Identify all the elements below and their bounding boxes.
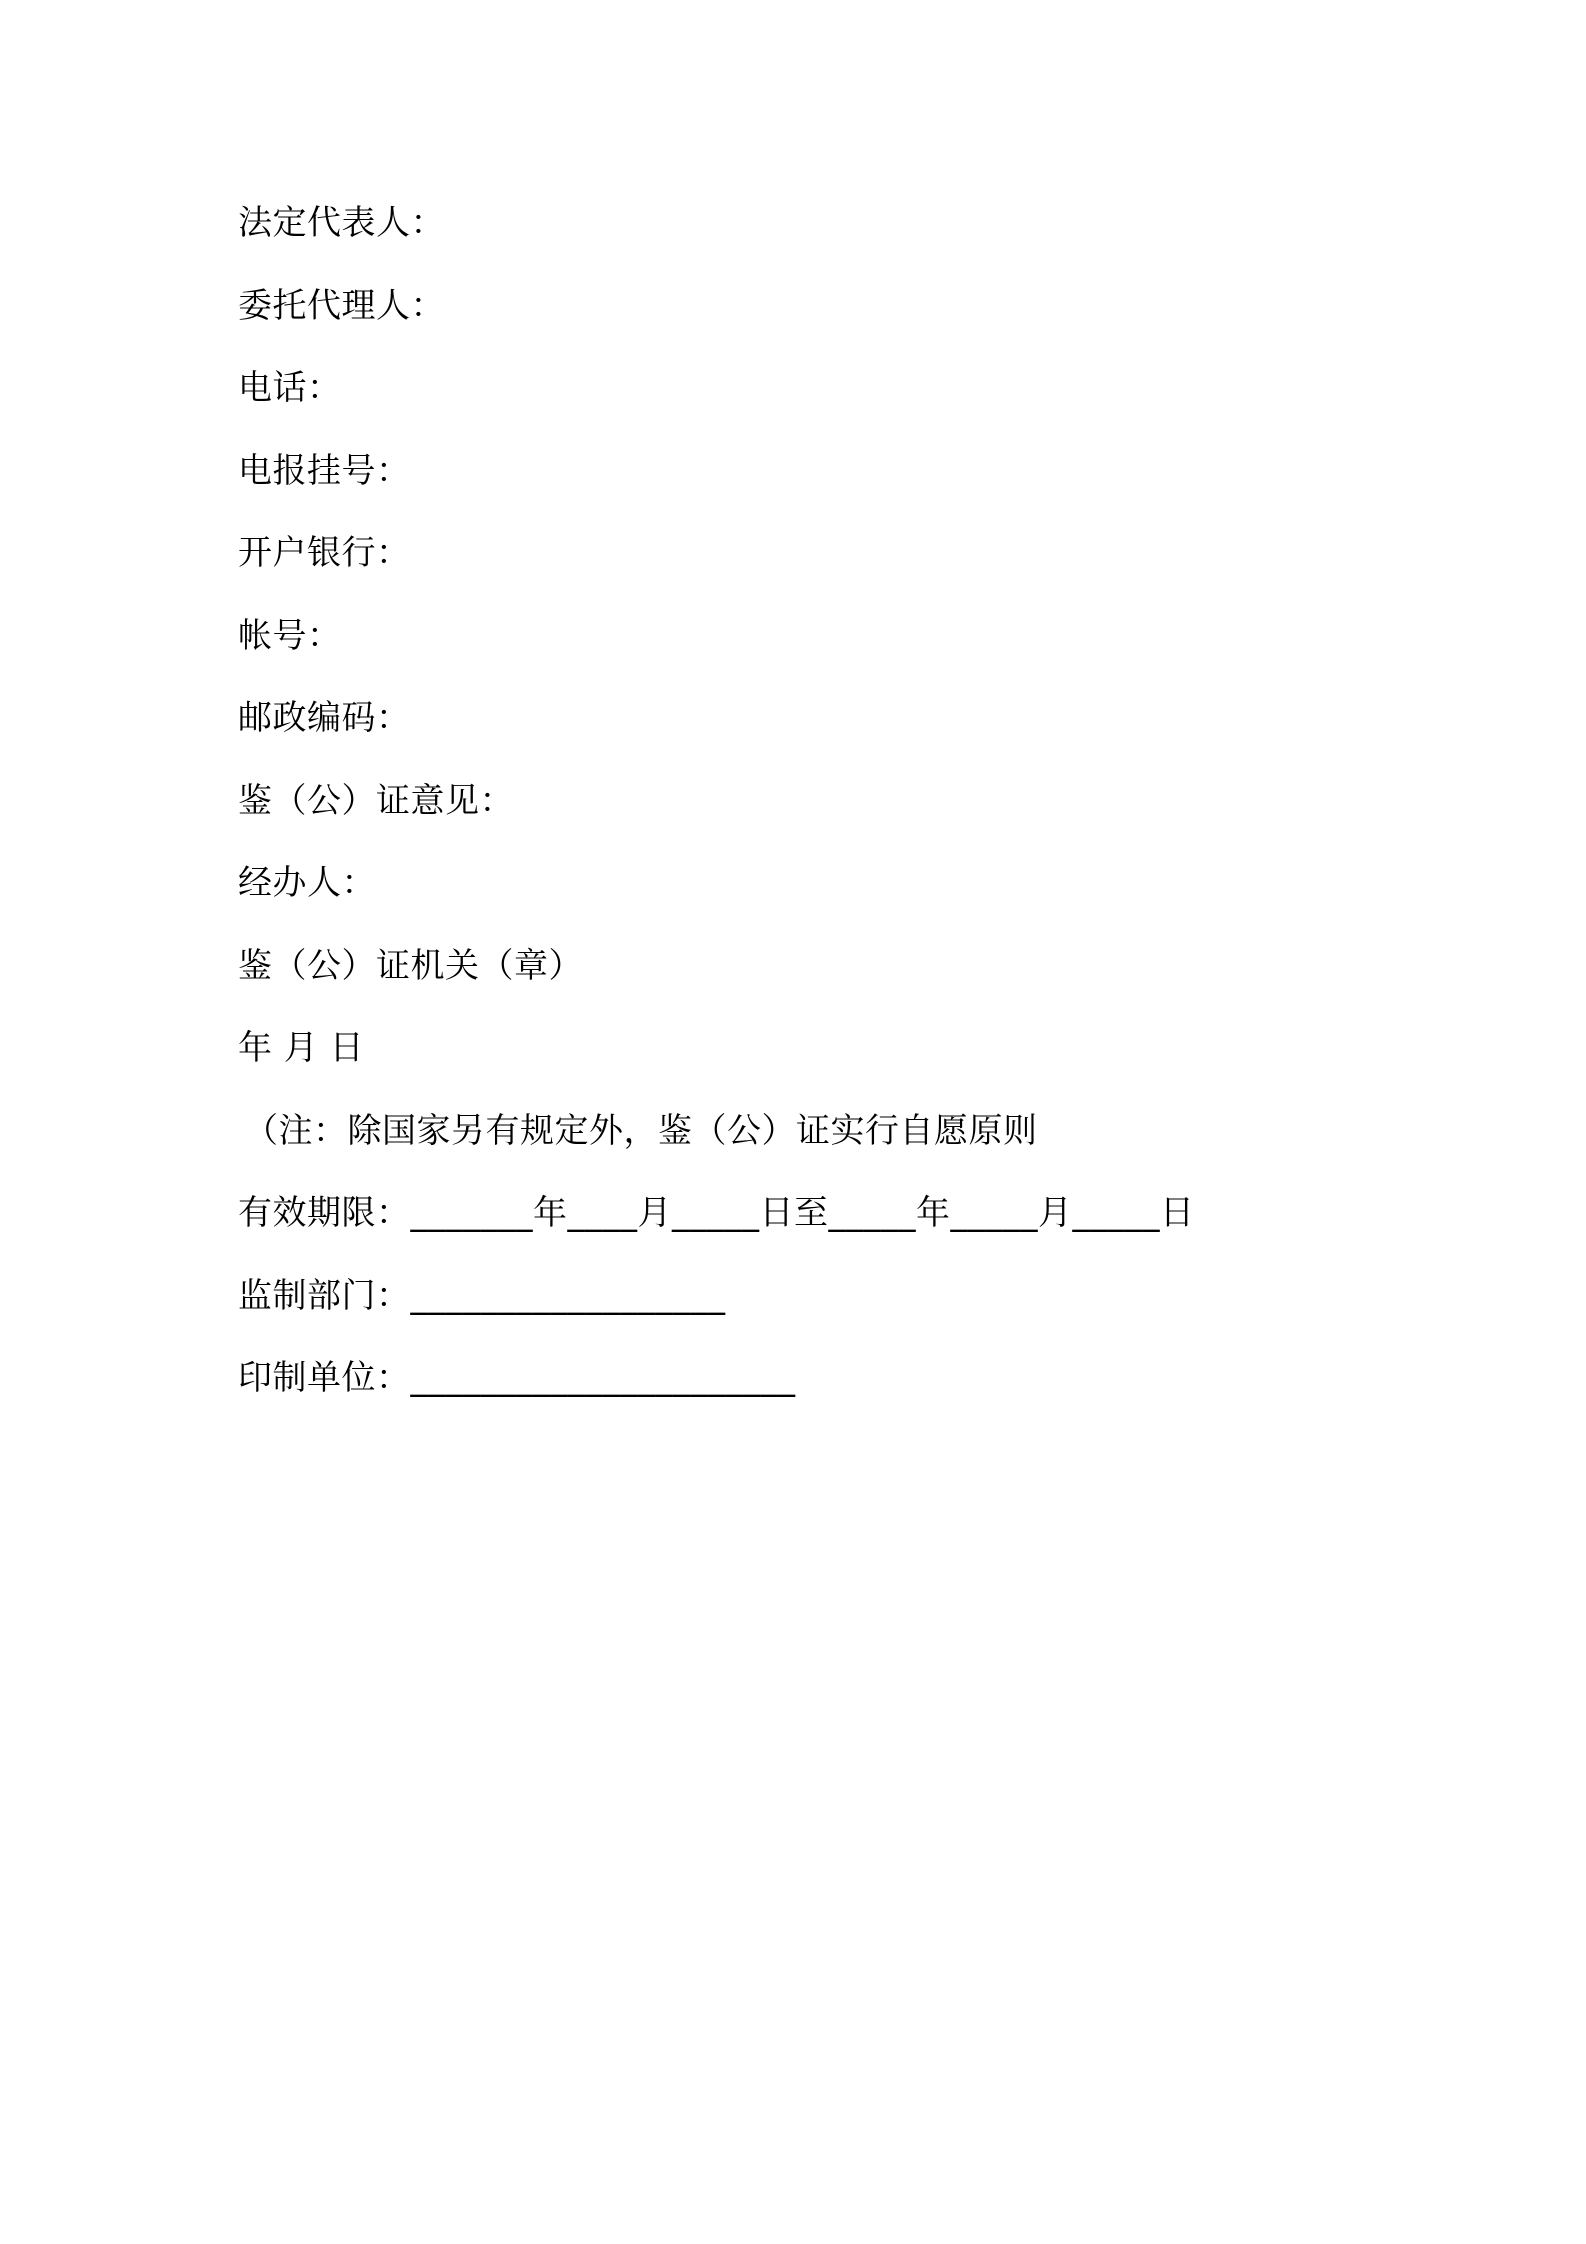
validity-period-line: 有效期限：_______年____月_____日至_____年_____月_____日 xyxy=(238,1193,1195,1233)
handler-label: 经办人： xyxy=(238,863,376,903)
telegraph-address-label: 电报挂号： xyxy=(238,451,411,491)
legal-representative-label: 法定代表人： xyxy=(238,203,445,243)
phone-label: 电话： xyxy=(238,368,342,408)
notary-opinion-label: 鉴（公）证意见： xyxy=(238,781,514,821)
authorized-agent-label: 委托代理人： xyxy=(238,286,445,326)
supervising-department-line: 监制部门：__________________ xyxy=(238,1276,726,1316)
note-text: （注：除国家另有规定外，鉴（公）证实行自愿原则 xyxy=(244,1111,1038,1151)
postal-code-label: 邮政编码： xyxy=(238,698,411,738)
notary-authority-seal-label: 鉴（公）证机关（章） xyxy=(238,946,583,986)
printing-unit-line: 印制单位：______________________ xyxy=(238,1358,796,1398)
bank-label: 开户银行： xyxy=(238,533,411,573)
account-number-label: 帐号： xyxy=(238,616,342,656)
date-label: 年 月 日 xyxy=(238,1028,365,1068)
